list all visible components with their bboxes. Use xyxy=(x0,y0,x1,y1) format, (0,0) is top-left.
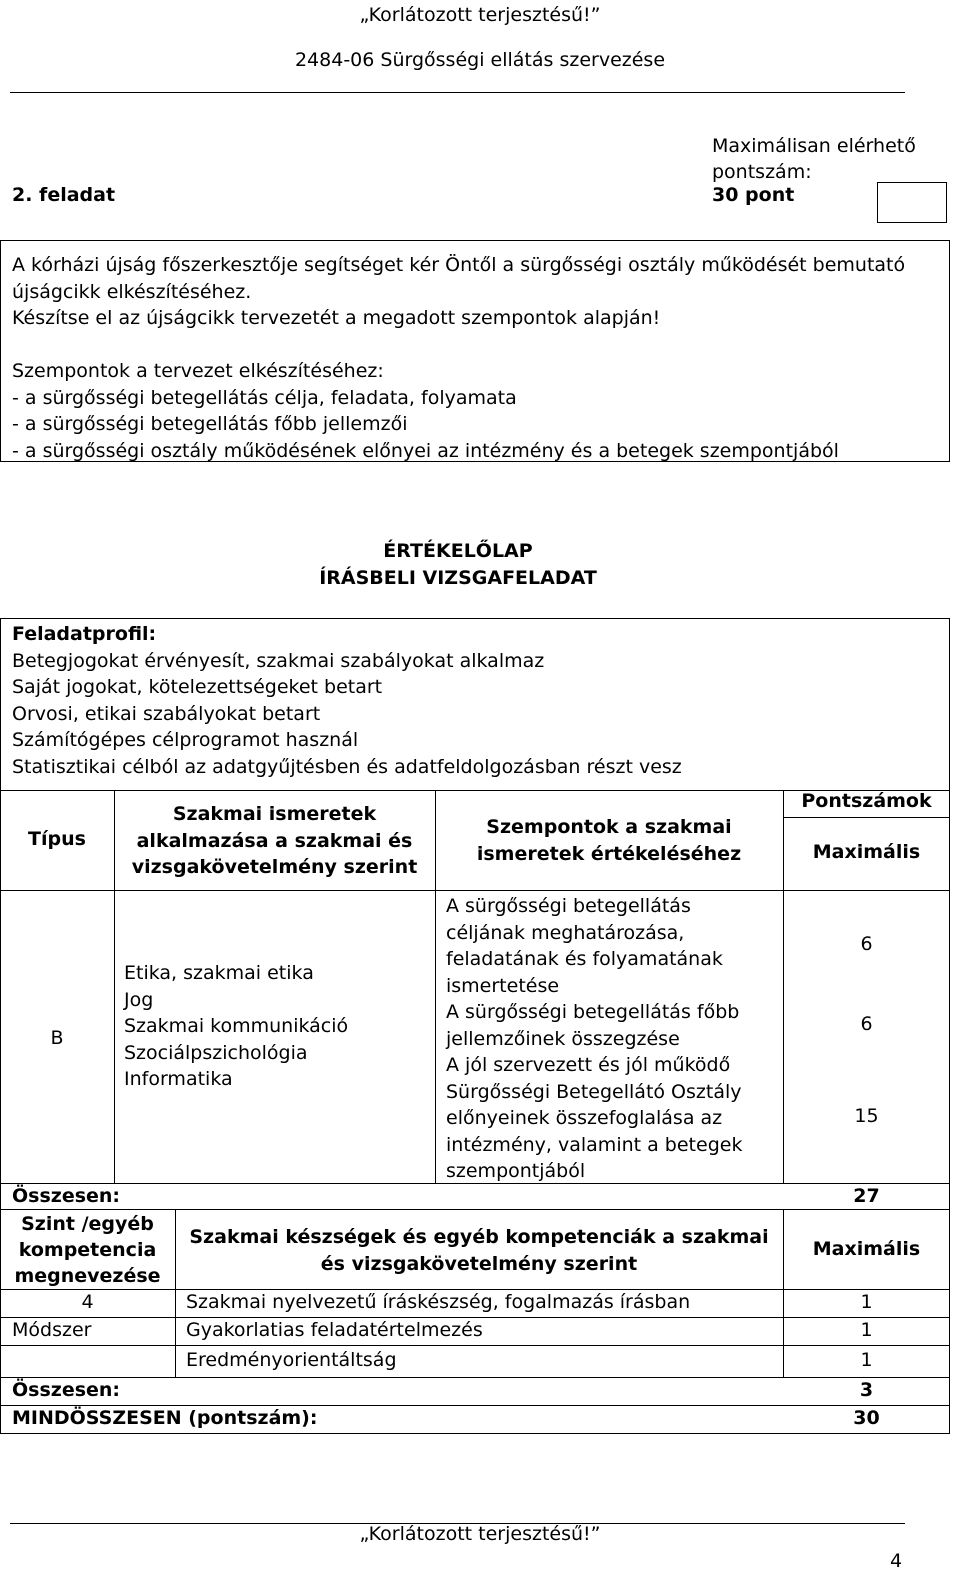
criterion-line: ismertetése xyxy=(446,974,560,997)
grand-total-value: 30 xyxy=(853,1407,880,1429)
page-number: 4 xyxy=(890,1550,903,1572)
row-divider xyxy=(0,890,950,891)
aspect-item: - a sürgősségi betegellátás célja, feladata, folyamata xyxy=(12,386,517,409)
task-title: 2. feladat xyxy=(12,184,116,206)
row-divider xyxy=(0,1209,950,1210)
competency-points: 1 xyxy=(860,1349,873,1371)
aspect-item: - a sürgősségi betegellátás főbb jellemzői xyxy=(12,413,408,435)
header-criteria: Szempontok a szakmai ismeretek értékeléséhez xyxy=(476,816,742,865)
criterion-line: céljának meghatározása, xyxy=(446,921,685,944)
criterion-line: szempontjából xyxy=(446,1160,586,1182)
criterion-line: A sürgősségi betegellátás xyxy=(446,895,691,917)
competency-points: 1 xyxy=(860,1319,873,1341)
task-profile: Feladatprofil: Betegjogokat érvényesít, szakmai szabályokat alkalmaz Saját jogokat, kötelezettségeket betart Orvosi, etikai szabályokat betart Számítógépes célprogramot használ Statisztikai célból az adatgyűjtésben és adatfeldolgozásban részt vesz xyxy=(12,621,682,780)
competency-skills-header: Szakmai készségek és egyéb kompetenciák a szakmai és vizsgakövetelmény szerint xyxy=(189,1226,769,1275)
row-divider xyxy=(783,817,950,818)
header-max: Maximális xyxy=(812,841,921,863)
aspect-item: - a sürgősségi osztály működésének előnyei az intézmény és a betegek szempontjából xyxy=(12,439,839,462)
max-points-value: 30 pont xyxy=(712,184,795,206)
list-item: Szakmai kommunikáció xyxy=(124,1015,349,1037)
list-item: Informatika xyxy=(124,1068,233,1090)
competency-level-header: Szint /egyéb kompetencia megnevezése xyxy=(14,1213,161,1287)
criteria-list xyxy=(446,893,742,1185)
restricted-footer: „Korlátozott terjesztésű!” xyxy=(359,1523,601,1545)
restricted-header: „Korlátozott terjesztésű!” xyxy=(359,4,601,26)
criterion-points: 15 xyxy=(854,1105,879,1127)
competency-max-header: Maximális xyxy=(812,1238,921,1260)
criterion-points: 6 xyxy=(860,933,873,955)
row-divider xyxy=(0,1377,950,1378)
subtotal-value: 27 xyxy=(853,1185,880,1207)
header-points: Pontszámok xyxy=(801,790,932,812)
list-item: Jog xyxy=(124,988,154,1011)
profile-item: Orvosi, etikai szabályokat betart xyxy=(12,702,321,725)
criterion-line: Sürgősségi Betegellátó Osztály xyxy=(446,1080,742,1103)
subtotal-value: 3 xyxy=(859,1379,874,1401)
row-divider xyxy=(0,1289,950,1290)
competency-level: 4 xyxy=(81,1291,94,1313)
header-rule xyxy=(10,92,905,93)
profile-item: Betegjogokat érvényesít, szakmai szabályokat alkalmaz xyxy=(12,649,545,672)
list-item: Etika, szakmai etika xyxy=(124,962,314,984)
list-item: Szociálpszichológia xyxy=(124,1041,308,1064)
row-divider xyxy=(0,1345,950,1346)
criterion-line: A sürgősségi betegellátás főbb xyxy=(446,1001,740,1023)
profile-item: Számítógépes célprogramot használ xyxy=(12,729,359,751)
profile-item: Statisztikai célból az adatgyűjtésben és adatfeldolgozásban részt vesz xyxy=(12,755,682,778)
evaluation-title: ÉRTÉKELŐLAP xyxy=(383,540,533,562)
header-knowledge: Szakmai ismeretek alkalmazása a szakmai és vizsgakövetelmény szerint xyxy=(131,803,418,878)
header-type: Típus xyxy=(28,828,86,850)
profile-item: Saját jogokat, kötelezettségeket betart xyxy=(12,676,383,698)
subtotal-label: Összesen: xyxy=(12,1185,121,1207)
competency-level: Módszer xyxy=(12,1319,92,1341)
type-value: B xyxy=(50,1027,64,1049)
max-points-label: Maximálisan elérhető pontszám: xyxy=(712,135,916,183)
module-title: 2484-06 Sürgősségi ellátás szervezése xyxy=(294,49,666,71)
task-intro: A kórházi újság főszerkesztője segítséget kér Öntől a sürgősségi osztály működését bemutató újságcikk elkészítéséhez. Készítse el az újságcikk tervezetét a megadott szempontok alapján! Szempontok a tervezet elkészítéséhez: - a sürgősségi betegellátás célja, feladata, folyamata - a sürgősségi betegellátás főbb jellemzői - a sürgősségi osztály működésének előnyei az intézmény és a betegek szempontjából xyxy=(12,252,905,464)
criterion-line: jellemzőinek összegzése xyxy=(446,1027,680,1050)
competency-points: 1 xyxy=(860,1291,873,1313)
subtotal-label: Összesen: xyxy=(12,1379,121,1401)
criterion-line: feladatának és folyamatának xyxy=(446,948,723,970)
criterion-points: 6 xyxy=(860,1013,873,1035)
criterion-line: intézmény, valamint a betegek xyxy=(446,1133,743,1156)
evaluation-subtitle: ÍRÁSBELI VIZSGAFELADAT xyxy=(319,567,597,589)
competency-name: Szakmai nyelvezetű íráskészség, fogalmazás írásban xyxy=(186,1291,691,1313)
competency-name: Eredményorientáltság xyxy=(186,1349,397,1371)
row-divider xyxy=(0,1405,950,1406)
grand-total-label: MINDÖSSZESEN (pontszám): xyxy=(12,1407,318,1429)
criterion-line: A jól szervezett és jól működő xyxy=(446,1054,731,1076)
row-divider xyxy=(0,1317,950,1318)
score-box[interactable] xyxy=(877,182,947,223)
criterion-line: előnyeinek összefoglalása az xyxy=(446,1107,723,1129)
competency-name: Gyakorlatias feladatértelmezés xyxy=(186,1319,483,1341)
knowledge-list xyxy=(124,960,348,1093)
